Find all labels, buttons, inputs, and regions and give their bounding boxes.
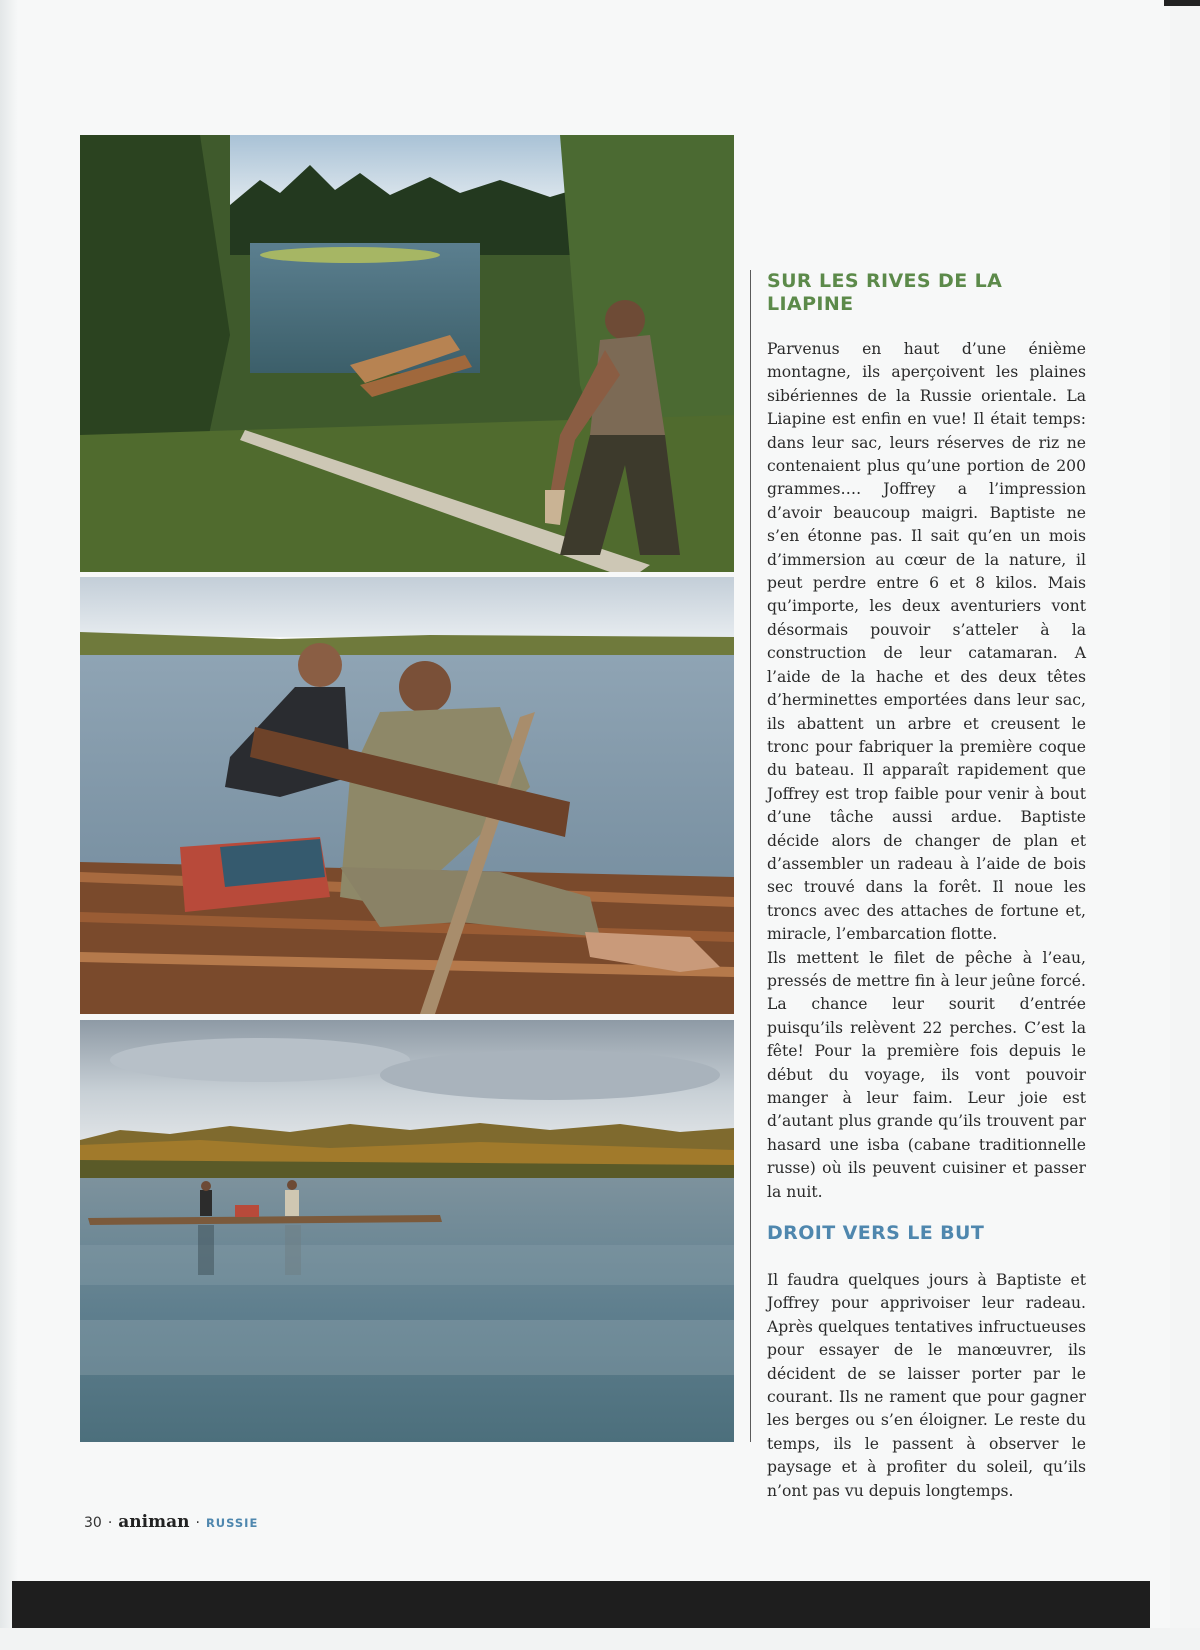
photo-raft-on-lake	[80, 1020, 734, 1442]
footer-separator: ·	[107, 1515, 113, 1531]
photo-man-chopping-log	[80, 135, 734, 572]
paragraph-liapine: Parvenus en haut d’une énième montagne, ils aperçoivent les plaines sibériennes de la Russie orientale. La Liapine est enfin en vue! Il était temps: dans leur sac, leurs réserves de riz ne contenaient plus qu’une portion de 200 grammes…. Joffrey a l’impression d’avoir beaucoup maigri. Baptiste ne s’en étonne pas. Il sait qu’en un mois d’immersion au cœur de la nature, il peut perdre entre 6 et 8 kilos. Mais qu’importe, les deux aventuriers vont désormais pouvoir s’atteler à la construction de leur catamaran. A l’aide de la hache et des deux têtes d’herminettes emportées dans leur sac, ils abattent un arbre et creusent le tronc pour fabriquer la première coque du bateau. Il apparaît rapidement que Joffrey est trop faible pour venir à bout d’une tâche aussi ardue. Baptiste décide alors de changer de plan et d’assembler un radeau à l’aide de bois sec trouvé dans la forêt. Il noue les troncs avec des attaches de fortune et, miracle, l’embarcation flotte.	[767, 340, 1086, 944]
section-label: RUSSIE	[205, 1516, 259, 1530]
article-column	[750, 270, 1086, 1500]
page-number: 30	[84, 1515, 102, 1531]
paragraph-raft-drifting: Il faudra quelques jours à Baptiste et Joffrey pour apprivoiser leur radeau. Après quelques tentatives infructueuses pour essayer de le manœuvrer, ils décident de se laisser porter par le courant. Ils ne rament que pour gagner les berges ou s’en éloigner. Le reste du temps, ils le passent à observer le paysage et à profiter du soleil, qu’ils n’ont pas vu depuis longtemps.	[767, 1271, 1086, 1500]
heading-sur-les-rives: SUR LES RIVES DE LA LIAPINE	[767, 270, 1003, 315]
bottom-strip	[0, 1628, 1200, 1650]
magazine-brand: animan	[118, 1512, 190, 1532]
page-footer	[84, 1512, 258, 1532]
footer-separator: ·	[195, 1515, 200, 1531]
right-margin	[1170, 0, 1200, 1650]
photo-men-on-raft	[80, 577, 734, 1014]
paragraph-fishing: Ils mettent le filet de pêche à l’eau, pressés de mettre fin à leur jeûne forcé. La chance leur sourit d’entrée puisqu’ils relèvent 22 perches. C’est la fête! Pour la première fois depuis le début du voyage, ils vont pouvoir manger à leur faim. Leur joie est d’autant plus grande qu’ils trouvent par hasard une isba (cabane traditionnelle russe) où ils peuvent cuisiner et passer la nuit.	[767, 948, 1086, 1201]
heading-droit-vers-le-but: DROIT VERS LE BUT	[767, 1222, 985, 1245]
page-edge	[0, 0, 18, 1650]
bottom-black-bar	[12, 1581, 1150, 1628]
corner-mark	[1164, 0, 1200, 6]
